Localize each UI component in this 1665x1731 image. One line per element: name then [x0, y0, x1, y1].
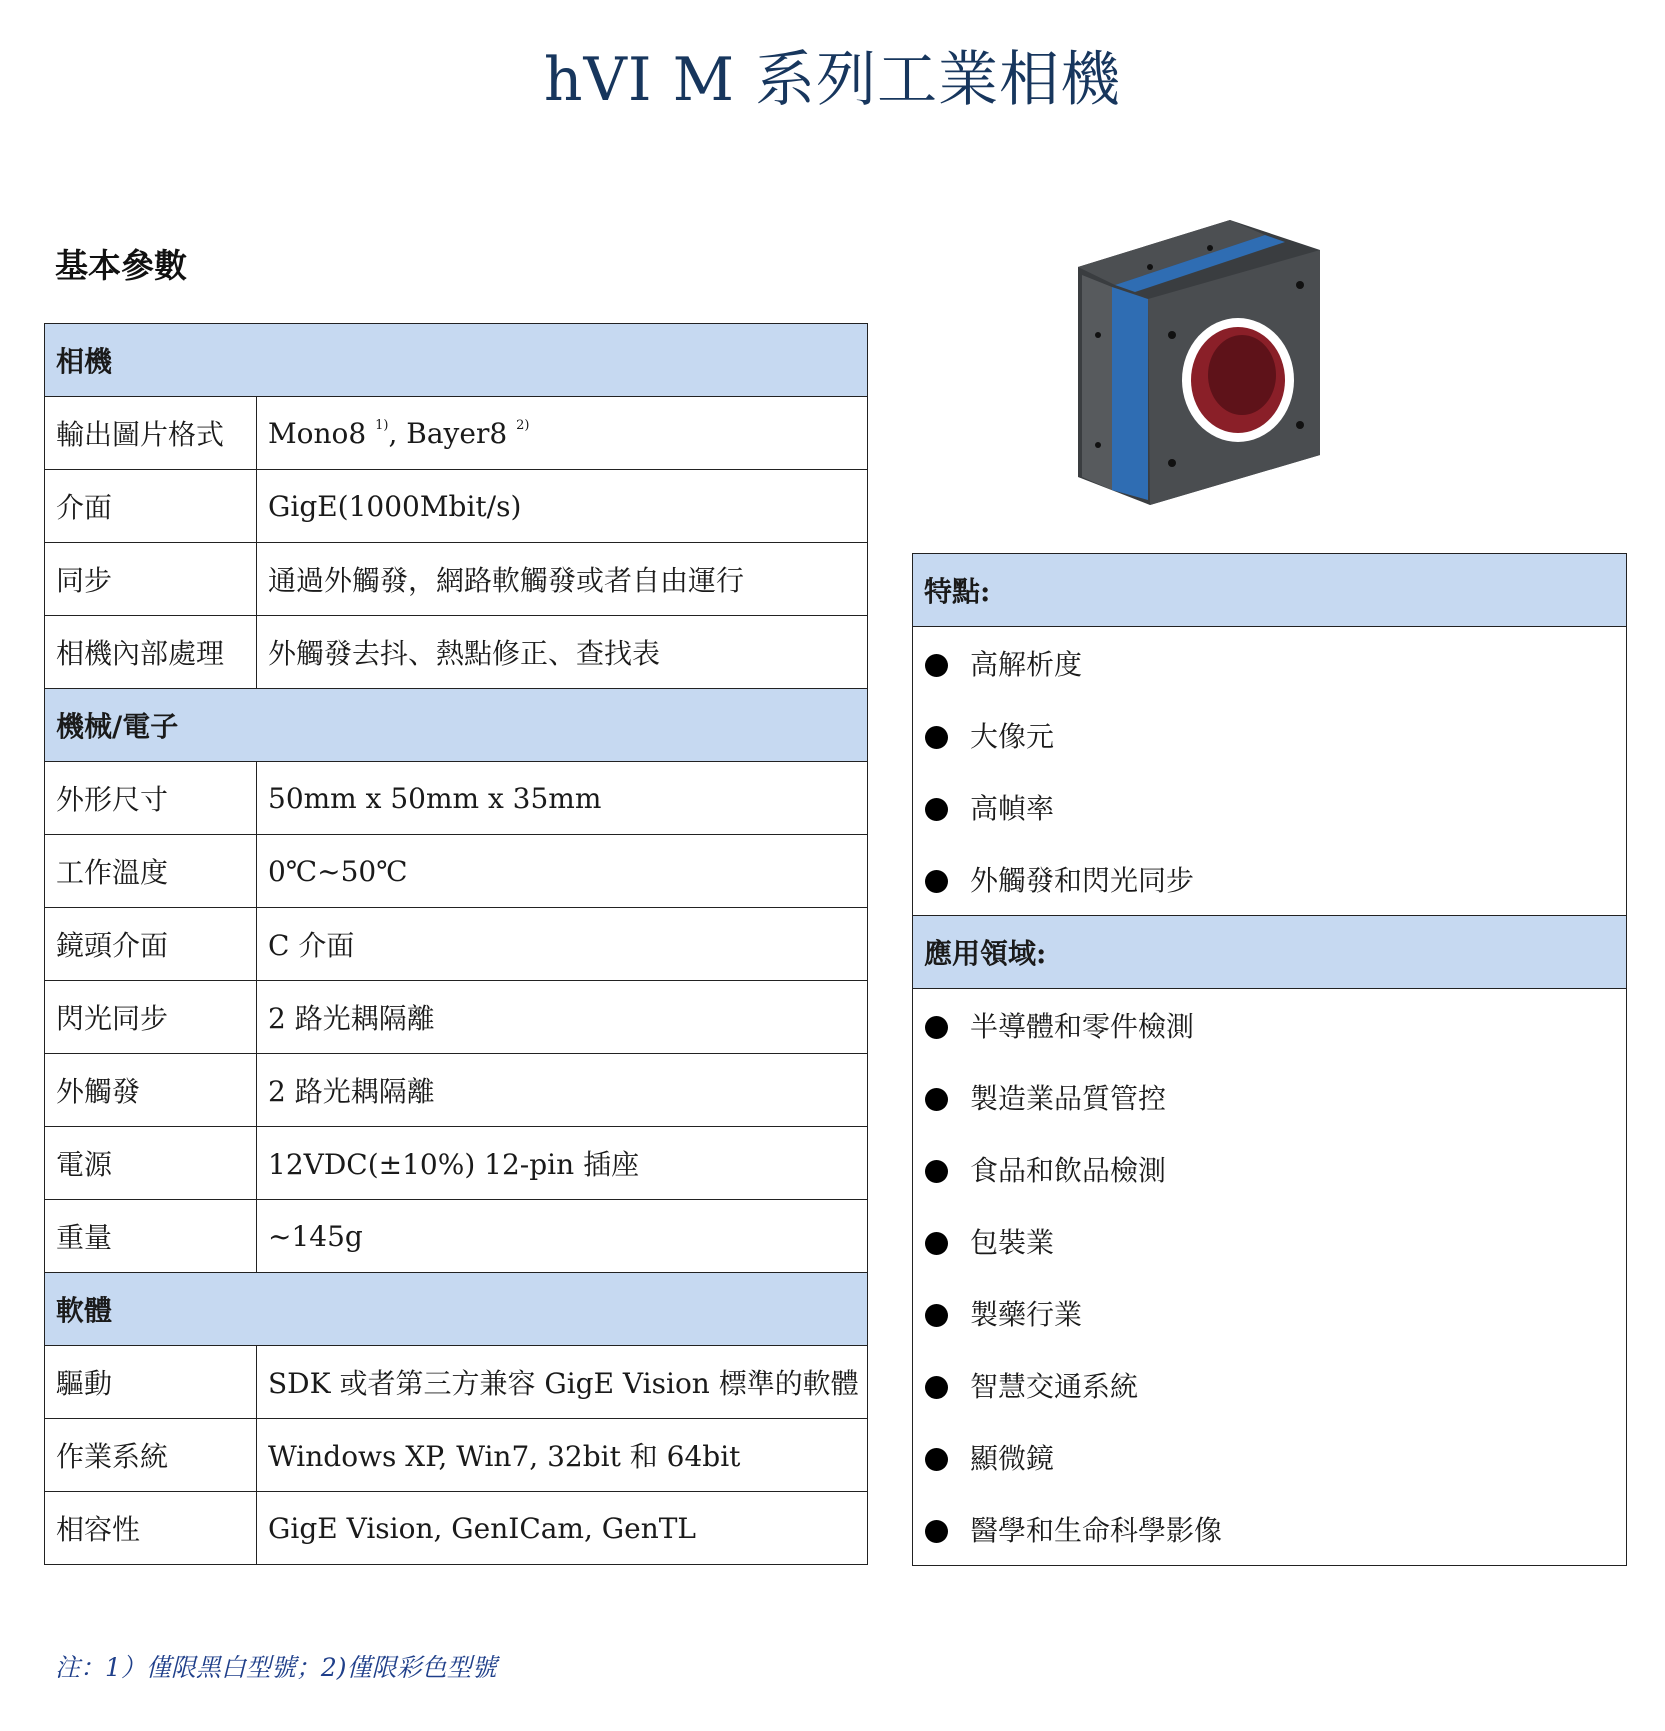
- feature-cell: [913, 699, 1627, 771]
- row-label: 相機內部處理: [45, 616, 257, 689]
- list-item: [913, 627, 1627, 700]
- table-row: [45, 1127, 868, 1200]
- format-bayer: , Bayer8: [388, 416, 508, 450]
- row-label: 電源: [45, 1127, 257, 1200]
- list-item: [913, 1421, 1627, 1493]
- row-label: 相容性: [45, 1492, 257, 1565]
- table-row: [45, 981, 868, 1054]
- row-value: 2 路光耦隔離: [257, 981, 868, 1054]
- row-label: 外觸發: [45, 1054, 257, 1127]
- table-row: [45, 835, 868, 908]
- section-applications: 應用領域:: [913, 916, 1627, 989]
- bullet-icon: [925, 1304, 948, 1327]
- row-value: GigE Vision, GenICam, GenTL: [257, 1492, 868, 1565]
- list-item: [913, 1277, 1627, 1349]
- application-text: 製造業品質管控: [970, 1082, 1167, 1115]
- list-item: [913, 989, 1627, 1062]
- table-row: [45, 1346, 868, 1419]
- bullet-icon: [925, 1520, 948, 1543]
- feature-cell: [913, 843, 1627, 916]
- application-text: 顯微鏡: [970, 1442, 1055, 1475]
- list-item: [913, 771, 1627, 843]
- footnote: 注：1）僅限黑白型號；2)僅限彩色型號: [55, 1653, 497, 1682]
- table-row: [45, 1419, 868, 1492]
- list-item: [913, 843, 1627, 916]
- row-value: 50mm x 50mm x 35mm: [257, 762, 868, 835]
- camera-photo: [1060, 215, 1340, 510]
- list-item: [913, 699, 1627, 771]
- list-item: [913, 1205, 1627, 1277]
- application-cell: [913, 1133, 1627, 1205]
- application-cell: [913, 1493, 1627, 1566]
- row-label: 閃光同步: [45, 981, 257, 1054]
- footnote-1: 1): [375, 417, 389, 433]
- table-row: [45, 1200, 868, 1273]
- row-value: GigE(1000Mbit/s): [257, 470, 868, 543]
- row-value: Windows XP, Win7, 32bit 和 64bit: [257, 1419, 868, 1492]
- feature-text: 高解析度: [970, 648, 1083, 681]
- feature-cell: [913, 627, 1627, 700]
- row-value: C 介面: [257, 908, 868, 981]
- params-table: [44, 323, 868, 1565]
- features-table: [912, 553, 1627, 1566]
- page-title: hVI M 系列工業相機: [543, 45, 1122, 115]
- table-row-section: [913, 916, 1627, 989]
- application-text: 食品和飲品檢測: [970, 1154, 1167, 1187]
- row-label: 工作溫度: [45, 835, 257, 908]
- row-value: [257, 397, 868, 470]
- table-row: [45, 1492, 868, 1565]
- row-value: 2 路光耦隔離: [257, 1054, 868, 1127]
- section-heading-basic-params: 基本參數: [55, 246, 187, 285]
- list-item: [913, 1061, 1627, 1133]
- bullet-icon: [925, 1232, 948, 1255]
- feature-cell: [913, 771, 1627, 843]
- section-mechanical: 機械/電子: [45, 689, 868, 762]
- application-cell: [913, 1421, 1627, 1493]
- row-label: 鏡頭介面: [45, 908, 257, 981]
- bullet-icon: [925, 654, 948, 677]
- application-cell: [913, 989, 1627, 1062]
- list-item: [913, 1133, 1627, 1205]
- table-row: [45, 543, 868, 616]
- application-cell: [913, 1349, 1627, 1421]
- row-label: 外形尺寸: [45, 762, 257, 835]
- feature-text: 外觸發和閃光同步: [970, 864, 1195, 897]
- table-row: [45, 1054, 868, 1127]
- bullet-icon: [925, 1448, 948, 1471]
- row-value: 外觸發去抖、熱點修正、查找表: [257, 616, 868, 689]
- row-label: 重量: [45, 1200, 257, 1273]
- section-features: 特點:: [913, 554, 1627, 627]
- table-row-section: [45, 689, 868, 762]
- row-value: ~145g: [257, 1200, 868, 1273]
- row-value: 通過外觸發，網路軟觸發或者自由運行: [257, 543, 868, 616]
- table-row-section: [45, 1273, 868, 1346]
- footnote-2: 2): [516, 417, 530, 433]
- row-label: 驅動: [45, 1346, 257, 1419]
- row-value: 0℃~50℃: [257, 835, 868, 908]
- bullet-icon: [925, 1160, 948, 1183]
- format-mono: Mono8: [268, 416, 367, 450]
- section-camera: 相機: [45, 324, 868, 397]
- application-text: 醫學和生命科學影像: [970, 1514, 1223, 1547]
- table-row: [45, 908, 868, 981]
- bullet-icon: [925, 870, 948, 893]
- bullet-icon: [925, 1088, 948, 1111]
- bullet-icon: [925, 726, 948, 749]
- row-label: 輸出圖片格式: [45, 397, 257, 470]
- application-cell: [913, 1277, 1627, 1349]
- bullet-icon: [925, 798, 948, 821]
- table-row: [45, 762, 868, 835]
- bullet-icon: [925, 1376, 948, 1399]
- row-value: SDK 或者第三方兼容 GigE Vision 標準的軟體: [257, 1346, 868, 1419]
- table-row: [45, 470, 868, 543]
- table-row-section: [913, 554, 1627, 627]
- table-row: [45, 397, 868, 470]
- feature-text: 高幀率: [970, 792, 1055, 825]
- application-cell: [913, 1205, 1627, 1277]
- row-label: 介面: [45, 470, 257, 543]
- application-text: 半導體和零件檢測: [970, 1010, 1195, 1043]
- row-value: 12VDC(±10%) 12-pin 插座: [257, 1127, 868, 1200]
- row-label: 同步: [45, 543, 257, 616]
- table-row: [45, 616, 868, 689]
- row-label: 作業系統: [45, 1419, 257, 1492]
- application-text: 製藥行業: [970, 1298, 1083, 1331]
- application-text: 包裝業: [970, 1226, 1055, 1259]
- list-item: [913, 1493, 1627, 1566]
- application-text: 智慧交通系統: [970, 1370, 1139, 1403]
- section-software: 軟體: [45, 1273, 868, 1346]
- list-item: [913, 1349, 1627, 1421]
- application-cell: [913, 1061, 1627, 1133]
- feature-text: 大像元: [970, 720, 1055, 753]
- table-row-section: [45, 324, 868, 397]
- bullet-icon: [925, 1016, 948, 1039]
